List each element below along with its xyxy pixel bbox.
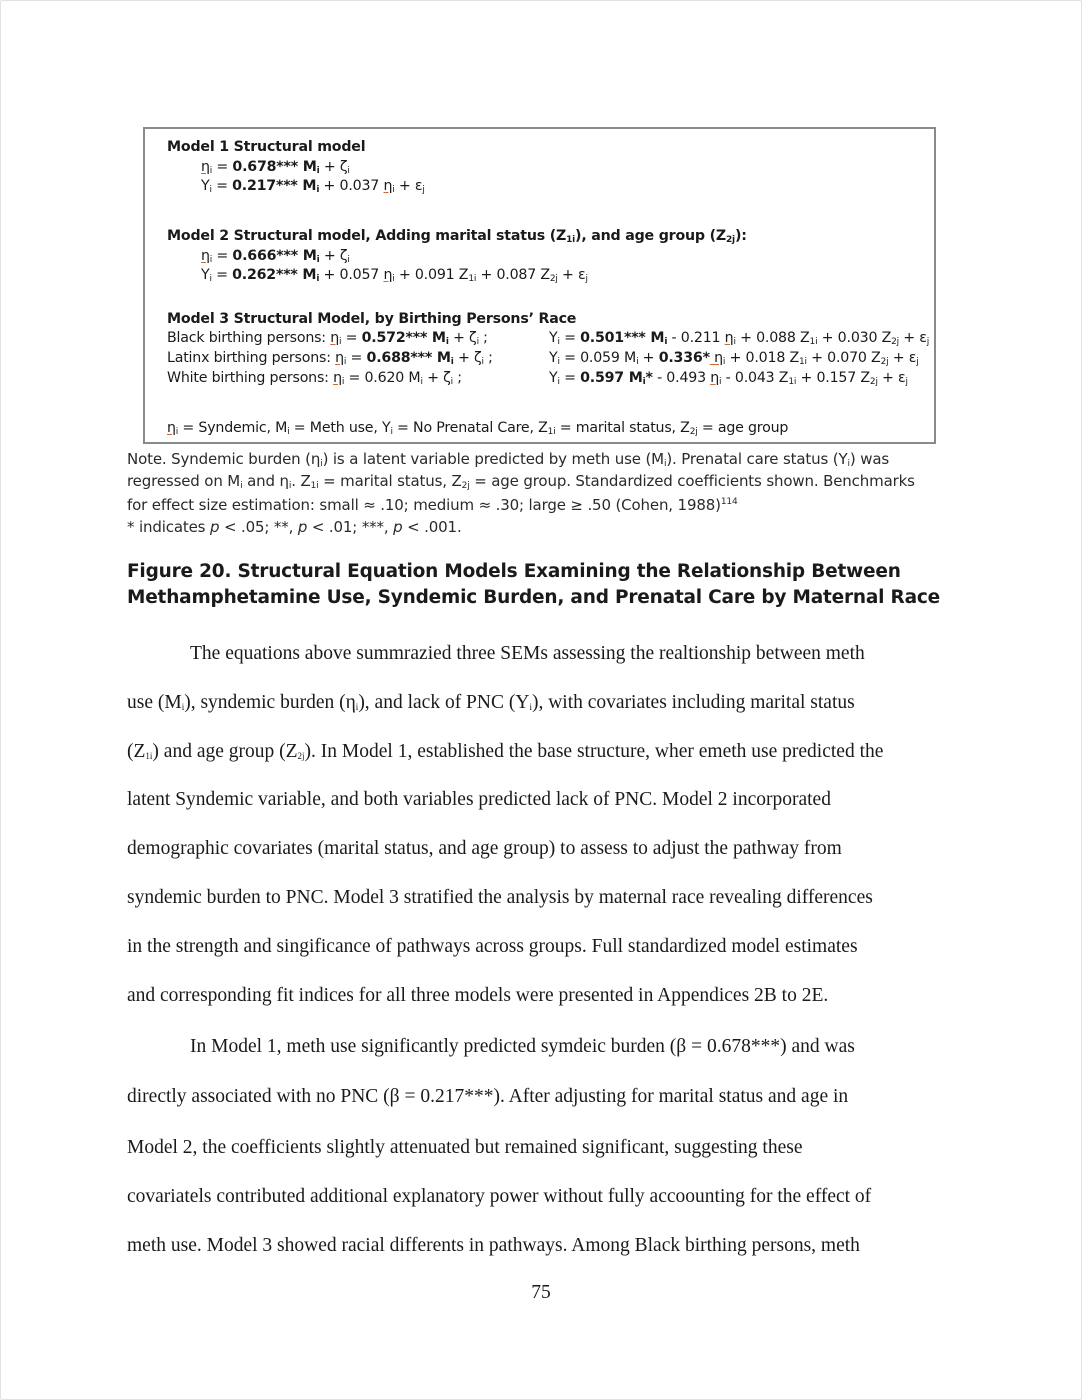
- model1-eq-eta: $\eta_i = 0.678***$ $M_i + \zeta_i$: [201, 159, 350, 176]
- model1-eq-y: $Y_i = 0.217***$ $M_i + 0.037$ $\eta_i + \varepsilon_j$: [201, 178, 425, 195]
- body-text-line: $(Z_{1i})$ and age group $(Z_{2j})$. In Model 1, established the base structure, wher emeth use predicted the: [127, 741, 884, 762]
- figure-equation-box: [143, 127, 936, 444]
- figure-note: [127, 449, 957, 538]
- body-text-line: covariatels contributed additional explanatory power without fully accoounting for the effect of: [127, 1186, 872, 1207]
- model3-white-y: $Y_i = 0.597$ $M_i* - 0.493$ $\eta_i - 0.043$ $Z_{1i} + 0.157$ $Z_{2j} + \varepsilon_j$: [549, 370, 908, 387]
- note-line: Note. Syndemic burden $(\eta_i)$ is a latent variable predicted by meth use $(M_i)$. Prenatal care status $(Y_i)$ was: [127, 450, 890, 469]
- model2-eq-y: $Y_i = 0.262***$ $M_i + 0.057$ $\eta_i + 0.091$ $Z_{1i} + 0.087$ $Z_{2j} + \varepsilon_j$: [201, 267, 588, 284]
- body-text-line: The equations above summrazied three SEMs assessing the realtionship between meth: [190, 643, 865, 664]
- figure-legend: $\eta_i$ = Syndemic, $M_i$ = Meth use, $Y_i = No$ Prenatal Care, $Z_{1i}$ = marital status, $Z_{2j}$ = age group: [167, 420, 789, 437]
- model2-eq-eta: $\eta_i = 0.666***$ $M_i + \zeta_i$: [201, 248, 350, 265]
- model3-latinx-eta: Latinx birthing persons: $\eta_i = 0.688***$ $M_i + \zeta_i$ ;: [167, 350, 493, 367]
- body-text-line: latent Syndemic variable, and both variables predicted lack of PNC. Model 2 incorporated: [127, 789, 831, 810]
- figure-caption: [127, 559, 957, 610]
- model3-black-eta: Black birthing persons: $\eta_i = 0.572***$ $M_i + \zeta_i$ ;: [167, 330, 488, 347]
- note-line: * indicates p < .05; **, p < .01; ***, p < .001.: [127, 517, 462, 536]
- model1-title: Model 1 Structural model: [167, 139, 366, 155]
- body-text-line: meth use. Model 3 showed racial differents in pathways. Among Black birthing persons, meth: [127, 1235, 860, 1256]
- note-line: regressed on $M_i$ and $\eta_i$. $Z_{1i}$ = marital status, $Z_{2j}$ = age group. Standardized coefficients shown. Benchmarks: [127, 471, 915, 491]
- model2-title: Model 2 Structural model, Adding marital status $(Z_{1i})$, and age group $(Z_{2j})$:: [167, 228, 747, 245]
- body-text-line: demographic covariates (marital status, and age group) to assess to adjust the pathway from: [127, 838, 842, 859]
- model3-black-y: $Y_i = 0.501***$ $M_i - 0.211$ $\eta_i + 0.088$ $Z_{1i} + 0.030$ $Z_{2j} + \varepsilon_j$: [549, 330, 930, 347]
- body-text-line: In Model 1, meth use significantly predicted symdeic burden (β = 0.678***) and was: [190, 1036, 855, 1057]
- model3-latinx-y: $Y_i = 0.059$ $M_i + 0.336*$ $\eta_i + 0.018$ $Z_{1i} + 0.070$ $Z_{2j} + \varepsilon_j$: [549, 350, 919, 367]
- caption-line: Figure 20. Structural Equation Models Examining the Relationship Between: [127, 561, 901, 582]
- body-text-line: Model 2, the coefficients slightly attenuated but remained significant, suggesting these: [127, 1137, 803, 1158]
- body-text-line: in the strength and singificance of pathways across groups. Full standardized model estimates: [127, 936, 858, 957]
- body-text-line: syndemic burden to PNC. Model 3 stratified the analysis by maternal race revealing differences: [127, 887, 873, 908]
- model3-white-eta: White birthing persons: $\eta_i = 0.620$ $M_i + \zeta_i$ ;: [167, 370, 462, 387]
- page-number: 75: [531, 1282, 551, 1303]
- note-line: for effect size estimation: small ≈ .10; medium ≈ .30; large ≥ .50 (Cohen, 1988)$^{114}$: [127, 496, 738, 514]
- body-text-line: and corresponding fit indices for all three models were presented in Appendices 2B to 2E.: [127, 985, 829, 1006]
- body-text-line: directly associated with no PNC (β = 0.217***). After adjusting for marital status and age in: [127, 1086, 849, 1107]
- body-text-line: use $(M_i)$, syndemic burden $(\eta_i)$, and lack of PNC $(Y_i)$, with covariates including marital status: [127, 692, 855, 713]
- caption-line: Methamphetamine Use, Syndemic Burden, and Prenatal Care by Maternal Race: [127, 586, 940, 608]
- model3-title: Model 3 Structural Model, by Birthing Persons’ Race: [167, 311, 577, 327]
